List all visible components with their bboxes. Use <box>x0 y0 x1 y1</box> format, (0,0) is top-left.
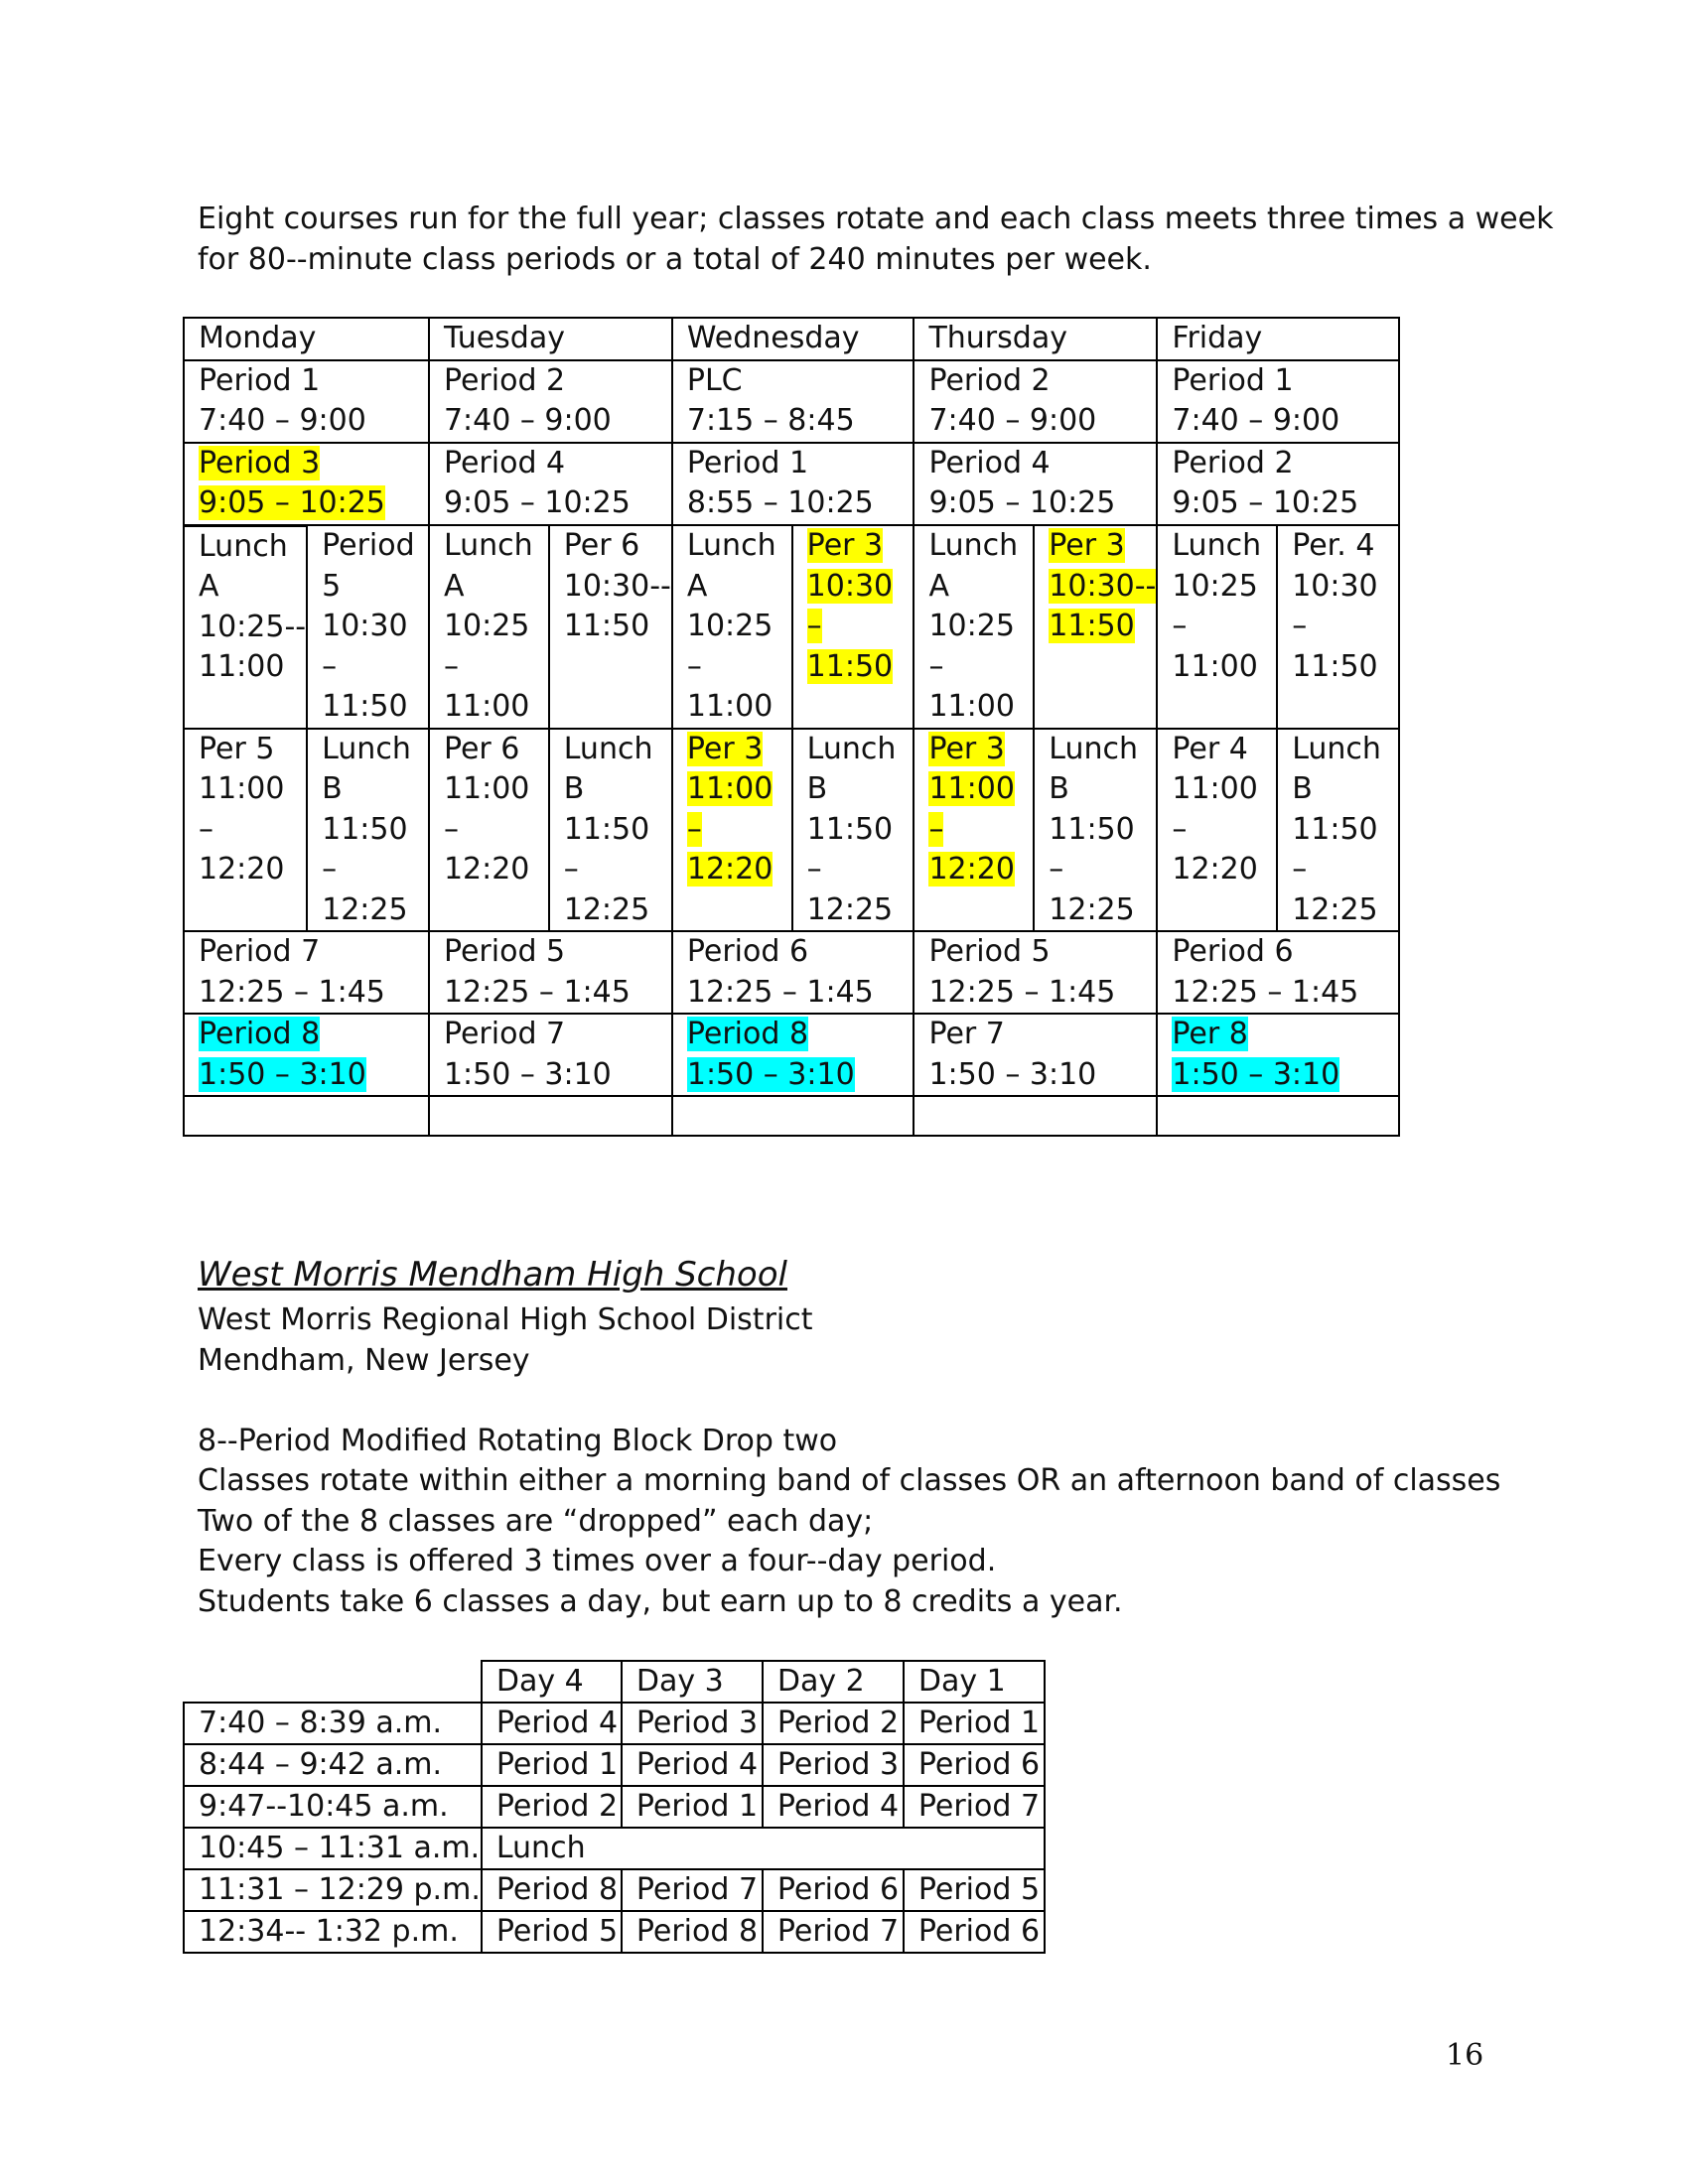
day-header: Day 2 <box>763 1661 904 1703</box>
schedule-cell: Period 5 12:25 – 1:45 <box>429 931 672 1014</box>
schedule-cell: Period 1 7:40 – 9:00 <box>184 360 429 443</box>
schedule-subcell: Lunch B 11:50 – 12:25 <box>549 729 672 932</box>
highlighted-text: Per 3 <box>686 731 764 766</box>
highlighted-text: Per 3 <box>1049 528 1125 563</box>
schedule-row <box>184 729 1399 932</box>
highlighted-text: Per 8 <box>1172 1017 1248 1051</box>
schedule-subcell <box>672 729 792 932</box>
school-district: West Morris Regional High School District <box>198 1302 813 1337</box>
table-row <box>184 1744 1045 1786</box>
period-cell: Period 3 <box>622 1703 763 1744</box>
highlighted-text: – <box>806 609 822 643</box>
corner-cell <box>184 1661 482 1703</box>
period-cell: Period 3 <box>763 1744 904 1786</box>
day-header-monday: Monday <box>184 318 429 360</box>
period-cell: Period 2 <box>763 1703 904 1744</box>
highlighted-text: – <box>928 811 944 847</box>
highlighted-text: 9:05 – 10:25 <box>199 485 385 520</box>
intro-line-1: Eight courses run for the full year; classes rotate and each class meets three times a week <box>198 202 1554 236</box>
schedule-cell: Period 4 9:05 – 10:25 <box>914 443 1157 526</box>
description-line: Two of the 8 classes are “dropped” each day; <box>198 1503 874 1539</box>
schedule-subcell <box>914 729 1034 932</box>
schedule-cell: Period 5 12:25 – 1:45 <box>914 931 1157 1014</box>
day-header-wednesday: Wednesday <box>672 318 914 360</box>
schedule-cell <box>1157 1014 1399 1096</box>
highlighted-text: 10:30-- <box>1049 568 1157 604</box>
schedule-cell <box>184 1014 429 1096</box>
highlighted-text: 11:50 <box>806 648 894 684</box>
schedule-subcell: Lunch B 11:50 – 12:25 <box>792 729 914 932</box>
time-cell: 12:34-- 1:32 p.m. <box>184 1911 482 1953</box>
highlighted-text: Period 8 <box>199 1017 321 1051</box>
schedule-row <box>184 525 1399 729</box>
table-row <box>184 1869 1045 1911</box>
schedule-subcell: Lunch A 10:25-- 11:00 <box>184 525 307 729</box>
schedule-subcell: Lunch A 10:25 – 11:00 <box>672 525 792 729</box>
description-line: Students take 6 classes a day, but earn up to 8 credits a year. <box>198 1583 1123 1619</box>
schedule-cell: Period 7 12:25 – 1:45 <box>184 931 429 1014</box>
period-cell: Period 7 <box>904 1786 1045 1828</box>
highlighted-text: 11:50 <box>1049 609 1135 643</box>
highlighted-text: Per 3 <box>806 528 884 563</box>
schedule-subcell: Per 6 11:00 – 12:20 <box>429 729 549 932</box>
period-cell: Period 1 <box>904 1703 1045 1744</box>
spacer <box>198 1381 1500 1422</box>
highlighted-text: Period 8 <box>686 1017 809 1051</box>
empty-cell <box>429 1096 672 1136</box>
period-cell: Period 2 <box>482 1786 622 1828</box>
schedule-subcell: Per 5 11:00 – 12:20 <box>184 729 307 932</box>
time-cell: 8:44 – 9:42 a.m. <box>184 1744 482 1786</box>
period-cell: Period 4 <box>482 1703 622 1744</box>
highlighted-text: 10:30 <box>806 568 894 604</box>
schedule-subcell <box>792 525 914 729</box>
schedule-subcell: Period 5 10:30 – 11:50 <box>307 525 429 729</box>
highlighted-text: Per 3 <box>928 731 1005 766</box>
description-line: Classes rotate within either a morning band of classes OR an afternoon band of classes <box>198 1463 1501 1498</box>
schedule-subcell: Lunch 10:25 – 11:00 <box>1157 525 1277 729</box>
schedule-row <box>184 360 1399 443</box>
highlighted-text: Period 3 <box>199 445 321 480</box>
table-row <box>184 1786 1045 1828</box>
lunch-cell: Lunch <box>482 1828 1045 1869</box>
day-header: Day 3 <box>622 1661 763 1703</box>
highlighted-text: 1:50 – 3:10 <box>1172 1056 1340 1092</box>
schedule-subcell: Per 6 10:30-- 11:50 <box>549 525 672 729</box>
page-number: 16 <box>1446 2038 1484 2073</box>
period-cell: Period 6 <box>763 1869 904 1911</box>
highlighted-text: 12:20 <box>928 852 1015 887</box>
schedule-subcell: Lunch B 11:50 – 12:25 <box>307 729 429 932</box>
highlighted-text: – <box>686 811 702 847</box>
school-name: West Morris Mendham High School <box>198 1255 787 1295</box>
schedule-subcell: Per 4 11:00 – 12:20 <box>1157 729 1277 932</box>
period-cell: Period 8 <box>482 1869 622 1911</box>
period-cell: Period 6 <box>904 1744 1045 1786</box>
intro-paragraph <box>198 199 1554 280</box>
period-cell: Period 7 <box>622 1869 763 1911</box>
intro-line-2: for 80--minute class periods or a total of 240 minutes per week. <box>198 242 1152 277</box>
time-cell: 7:40 – 8:39 a.m. <box>184 1703 482 1744</box>
schedule-subcell: Lunch A 10:25 – 11:00 <box>914 525 1034 729</box>
school-location: Mendham, New Jersey <box>198 1342 530 1378</box>
day-header-row <box>184 318 1399 360</box>
schedule-cell: Period 7 1:50 – 3:10 <box>429 1014 672 1096</box>
time-cell: 11:31 – 12:29 p.m. <box>184 1869 482 1911</box>
period-cell: Period 6 <box>904 1911 1045 1953</box>
schedule-cell: PLC 7:15 – 8:45 <box>672 360 914 443</box>
time-cell: 9:47--10:45 a.m. <box>184 1786 482 1828</box>
empty-cell <box>672 1096 914 1136</box>
period-cell: Period 1 <box>622 1786 763 1828</box>
schedule-subcell: Lunch B 11:50 – 12:25 <box>1277 729 1399 932</box>
rotating-block-table <box>183 1660 1046 1954</box>
description-line: Every class is offered 3 times over a four--day period. <box>198 1544 997 1578</box>
schedule-row <box>184 443 1399 526</box>
schedule-cell <box>672 1014 914 1096</box>
weekly-schedule-table <box>183 317 1400 1137</box>
empty-cell <box>914 1096 1157 1136</box>
description-line: 8--Period Modified Rotating Block Drop two <box>198 1423 838 1458</box>
empty-row <box>184 1096 1399 1136</box>
schedule-cell: Period 4 9:05 – 10:25 <box>429 443 672 526</box>
day-header-friday: Friday <box>1157 318 1399 360</box>
schedule-cell: Period 1 7:40 – 9:00 <box>1157 360 1399 443</box>
schedule-row <box>184 931 1399 1014</box>
table-row <box>184 1911 1045 1953</box>
time-cell: 10:45 – 11:31 a.m. <box>184 1828 482 1869</box>
period-cell: Period 7 <box>763 1911 904 1953</box>
schedule-subcell: Lunch B 11:50 – 12:25 <box>1034 729 1157 932</box>
schedule-subcell <box>1034 525 1157 729</box>
day-header: Day 1 <box>904 1661 1045 1703</box>
day-header-tuesday: Tuesday <box>429 318 672 360</box>
table-row <box>184 1703 1045 1744</box>
schedule-cell: Period 2 7:40 – 9:00 <box>914 360 1157 443</box>
day-header: Day 4 <box>482 1661 622 1703</box>
empty-cell <box>1157 1096 1399 1136</box>
table-row <box>184 1828 1045 1869</box>
period-cell: Period 4 <box>622 1744 763 1786</box>
schedule-cell: Period 6 12:25 – 1:45 <box>1157 931 1399 1014</box>
period-cell: Period 1 <box>482 1744 622 1786</box>
period-cell: Period 8 <box>622 1911 763 1953</box>
table-header-row <box>184 1661 1045 1703</box>
highlighted-text: 11:00 <box>928 771 1015 806</box>
period-cell: Period 5 <box>482 1911 622 1953</box>
schedule-row <box>184 1014 1399 1096</box>
schedule-cell: Period 2 9:05 – 10:25 <box>1157 443 1399 526</box>
schedule-subcell: Per. 4 10:30 – 11:50 <box>1277 525 1399 729</box>
period-cell: Period 5 <box>904 1869 1045 1911</box>
highlighted-text: 11:00 <box>686 771 774 806</box>
schedule-cell: Period 6 12:25 – 1:45 <box>672 931 914 1014</box>
school-info <box>198 1300 1500 1622</box>
schedule-cell <box>184 443 429 526</box>
schedule-cell: Per 7 1:50 – 3:10 <box>914 1014 1157 1096</box>
schedule-cell: Period 1 8:55 – 10:25 <box>672 443 914 526</box>
highlighted-text: 12:20 <box>686 852 774 887</box>
highlighted-text: 1:50 – 3:10 <box>686 1056 855 1092</box>
schedule-cell: Period 2 7:40 – 9:00 <box>429 360 672 443</box>
schedule-subcell: Lunch A 10:25 – 11:00 <box>429 525 549 729</box>
highlighted-text: 1:50 – 3:10 <box>199 1056 366 1092</box>
empty-cell <box>184 1096 429 1136</box>
day-header-thursday: Thursday <box>914 318 1157 360</box>
period-cell: Period 4 <box>763 1786 904 1828</box>
